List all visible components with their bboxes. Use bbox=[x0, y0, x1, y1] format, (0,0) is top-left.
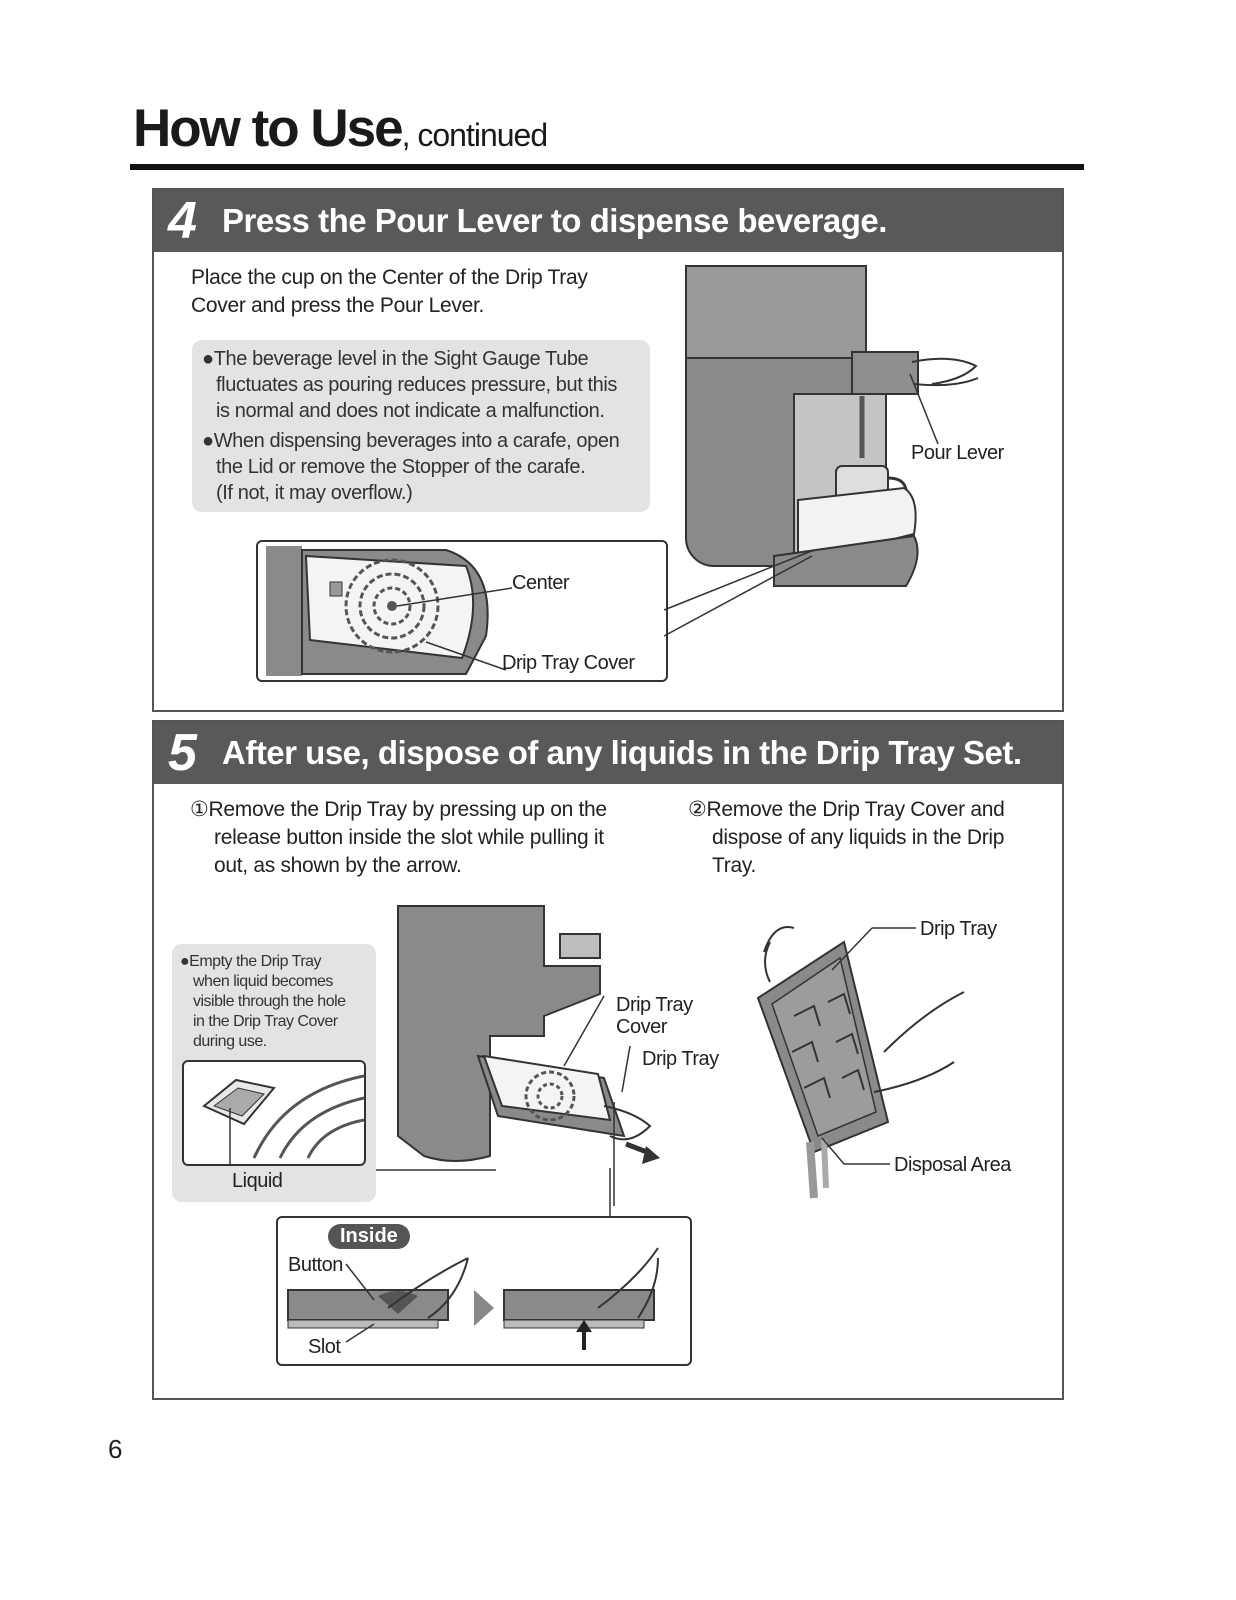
title-rule bbox=[130, 164, 1084, 170]
instruction-line: dispose of any liquids in the Drip bbox=[712, 826, 1005, 849]
note-line: When dispensing beverages into a carafe, open bbox=[213, 430, 620, 452]
step-5-section bbox=[152, 720, 1064, 1400]
step-4-note-1 bbox=[202, 346, 617, 424]
liquid-label: Liquid bbox=[232, 1170, 283, 1192]
instruction-line: out, as shown by the arrow. bbox=[214, 854, 462, 877]
instruction-line: ②Remove the Drip Tray Cover and bbox=[688, 798, 1005, 821]
liquid-inset bbox=[182, 1060, 366, 1166]
drip-tray-cover-inset bbox=[256, 540, 668, 682]
bullet-icon: ● bbox=[202, 348, 214, 370]
button-label: Button bbox=[288, 1254, 343, 1276]
drip-tray-cover-label: Drip Tray Cover bbox=[502, 652, 635, 674]
note-line: (If not, it may overflow.) bbox=[216, 482, 413, 504]
step-5-note bbox=[180, 952, 346, 1052]
instruction-line: Tray. bbox=[712, 854, 756, 877]
note-line: Empty the Drip Tray bbox=[189, 953, 322, 970]
step-5-instruction-2 bbox=[688, 796, 1005, 880]
step-4-header bbox=[154, 190, 1062, 252]
inside-button-inset bbox=[276, 1216, 692, 1366]
drip-tray-label: Drip Tray bbox=[642, 1048, 719, 1070]
step-5-instruction-1 bbox=[190, 796, 607, 880]
step-4-intro bbox=[191, 264, 588, 320]
page-title bbox=[133, 98, 547, 159]
step-4-note-2 bbox=[202, 428, 619, 506]
drip-tray-right-label: Drip Tray bbox=[920, 918, 997, 940]
drip-tray-cover-closeup bbox=[266, 546, 506, 676]
drip-tray-removal-illustration bbox=[394, 906, 664, 1176]
step-4-section bbox=[152, 188, 1064, 712]
step-5-note-box bbox=[172, 944, 376, 1202]
center-label: Center bbox=[512, 572, 570, 594]
instruction-line: ①Remove the Drip Tray by pressing up on the bbox=[190, 798, 607, 821]
step-5-header bbox=[154, 722, 1062, 784]
slot-label: Slot bbox=[308, 1336, 341, 1358]
disposal-area-label: Disposal Area bbox=[894, 1154, 1011, 1176]
step-4-number: 4 bbox=[168, 192, 197, 250]
step-5-number: 5 bbox=[168, 724, 197, 782]
drip-tray-cover-label-line: Cover bbox=[616, 1016, 667, 1038]
note-line: The beverage level in the Sight Gauge Tube bbox=[213, 348, 589, 370]
note-leader-line bbox=[376, 1168, 506, 1178]
bullet-icon: ● bbox=[180, 953, 190, 970]
note-line: fluctuates as pouring reduces pressure, but this bbox=[216, 374, 618, 396]
step-5-title: After use, dispose of any liquids in the Drip Tray Set. bbox=[222, 734, 1022, 771]
step-4-note-box bbox=[192, 340, 650, 512]
inside-badge: Inside bbox=[328, 1224, 410, 1249]
bullet-icon: ● bbox=[202, 430, 214, 452]
drip-tray-cover-label bbox=[616, 994, 693, 1038]
instruction-line: release button inside the slot while pulling it bbox=[214, 826, 604, 849]
liquid-closeup bbox=[184, 1062, 364, 1164]
page-title-main: How to Use bbox=[133, 99, 402, 158]
page-number: 6 bbox=[108, 1434, 123, 1464]
inset-leader-lines bbox=[664, 550, 824, 640]
note-line: when liquid becomes bbox=[193, 973, 333, 990]
inset-connector-line bbox=[608, 1168, 618, 1218]
note-line: in the Drip Tray Cover bbox=[193, 1013, 338, 1030]
step-4-intro-line: Cover and press the Pour Lever. bbox=[191, 294, 485, 317]
step-4-title: Press the Pour Lever to dispense beverage. bbox=[222, 202, 887, 239]
pour-lever-label: Pour Lever bbox=[911, 442, 1004, 464]
note-line: during use. bbox=[193, 1033, 267, 1050]
page-title-sub: , continued bbox=[401, 117, 548, 153]
note-line: is normal and does not indicate a malfunction. bbox=[216, 400, 605, 422]
step-4-intro-line: Place the cup on the Center of the Drip Tray bbox=[191, 266, 588, 289]
drip-tray-cover-label-line: Drip Tray bbox=[616, 994, 693, 1016]
note-line: visible through the hole bbox=[193, 993, 346, 1010]
note-line: the Lid or remove the Stopper of the carafe. bbox=[216, 456, 586, 478]
